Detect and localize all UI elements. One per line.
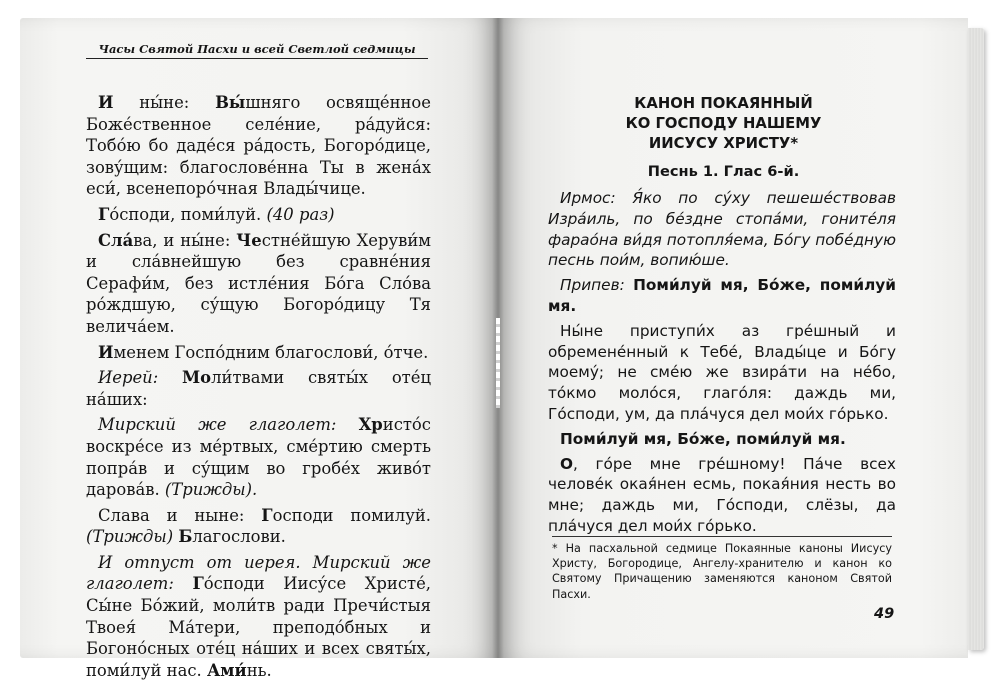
troparion: Ны́не приступи́х аз гре́шный и обремене́нный к Тебе́, Влады́це и Бо́гу моему́; не сме́ю же взира́ти на не́бо, то́кмо моло́ся, глаго́ля: даждь ми, Го́споди, ум, да пла́чуся дел мои́х го́рько. xyxy=(548,321,896,423)
canon-title: КАНОН ПОКАЯННЫЙ КО ГОСПОДУ НАШЕМУ ИИСУСУ ХРИСТУ* xyxy=(625,95,822,152)
paragraph: Именем Госпо́дним благослови́, о́тче. xyxy=(98,342,429,362)
paragraph: Сла́ва, и ны́не: Честне́йшую Херуви́м и сла́внейшую без сравне́ния Серафи́м, без истле́ния Бо́га Сло́ва ро́ждшую, су́щую Богоро́дицу Тя велича́ем. xyxy=(86,230,431,336)
footnote-rule xyxy=(552,536,892,537)
binding-stitch xyxy=(496,318,500,408)
show-through-header xyxy=(548,60,888,72)
page-number: 49 xyxy=(874,606,895,622)
troparion: О, го́ре мне гре́шному! Па́че всех челове́к окая́нен есмь, покая́ния несть во мне; даждь ми, Го́споди, слёзы, да пла́чуся дел мои́х го́рько. xyxy=(548,454,896,535)
right-body-text xyxy=(548,188,896,541)
left-body-text xyxy=(86,92,431,685)
paragraph: Иерей: Моли́твами святы́х оте́ц на́ших: xyxy=(86,368,431,409)
refrain: Припев: Поми́луй мя, Бо́же, поми́луй мя. xyxy=(548,276,896,315)
ode-title: Песнь 1. Глас 6-й. xyxy=(647,163,800,180)
irmos: Ирмос: Я́ко по су́ху пешеше́ствовав Изра́иль, по бе́здне стопа́ми, гоните́ля фарао́на ви́дя потопля́ема, Бо́гу побе́дную песнь пои́м, вопию́ше. xyxy=(548,189,896,270)
paragraph: Слава и ныне: Господи помилуй. (Трижды) Благослови. xyxy=(86,505,431,547)
paragraph: Го́споди, поми́луй. (40 раз) xyxy=(98,204,335,224)
footnote: * На пасхальной седмице Покаянные каноны Иисусу Христу, Богородице, Ангелу-хранителю и канон ко Святому Причащению заменяются каноном Святой Пасхи. xyxy=(552,542,892,601)
paragraph: И ны́не: Вы́шняго освяще́нное Боже́ственное селе́ние, ра́дуйся: Тобо́ю бо даде́ся ра́дость, Богоро́дице, зову́щим: благослове́нна Ты в жена́х еси́, всенепоро́чная Влады́чице. xyxy=(86,93,432,199)
page-edges xyxy=(968,28,984,650)
paragraph: Мирский же глаголет: Христо́с воскре́се из ме́ртвых, сме́ртию смерть попра́в и су́щим во гробе́х живо́т дарова́в. (Трижды). xyxy=(86,415,431,500)
paragraph: И отпуст от иерея. Мирский же глаголет: Го́споди Иису́се Христе́, Сы́не Бо́жий, моли́тв ради Пречи́стыя Твоея́ Ма́тери, преподо́бных и Богоно́сных оте́ц на́ших и всех святы́х, поми́луй нас. Ами́нь. xyxy=(86,552,431,680)
refrain: Поми́луй мя, Бо́же, поми́луй мя. xyxy=(560,429,846,448)
running-header: Часы Святой Пасхи и всей Светлой седмицы xyxy=(98,42,416,56)
header-rule xyxy=(86,58,428,59)
